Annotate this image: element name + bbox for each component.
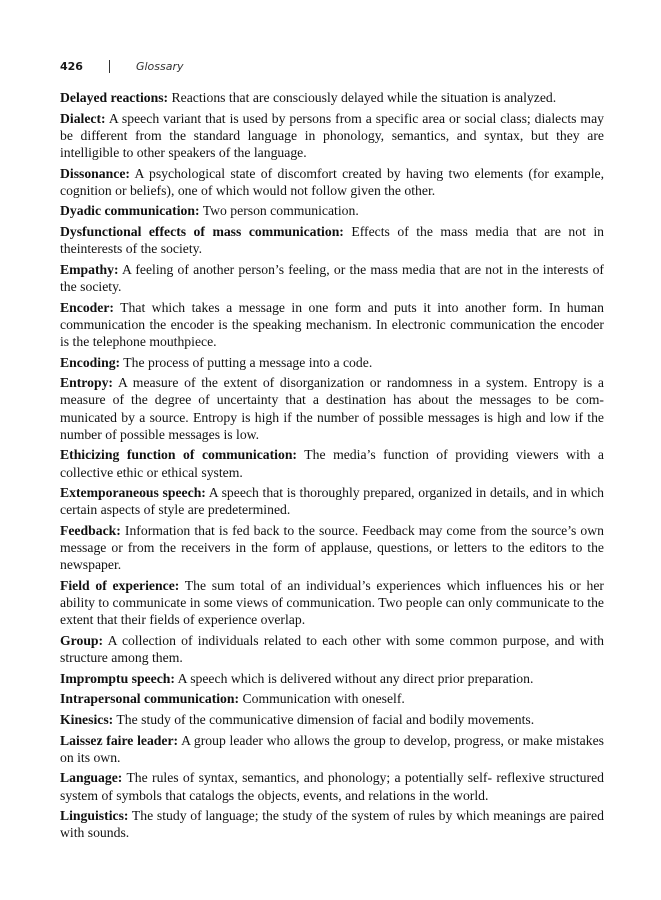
- glossary-term: Language:: [60, 770, 123, 786]
- glossary-definition: Two person communication.: [202, 203, 359, 219]
- glossary-list: [60, 89, 604, 845]
- glossary-term: Field of experience:: [60, 577, 180, 593]
- glossary-term: Impromptu speech:: [60, 670, 175, 686]
- glossary-term: Delayed reactions:: [60, 90, 169, 105]
- glossary-entry: [60, 374, 604, 443]
- glossary-definition: The rules of syntax, semantics, and phonology; a potentially self- reflexive structured system of symbols that catalogs the objects, events, and relations in the world.: [60, 770, 604, 803]
- glossary-entry: [60, 484, 604, 518]
- glossary-entry: [60, 446, 604, 480]
- glossary-term: Dialect:: [60, 110, 106, 126]
- glossary-definition: The study of language; the study of the system of rules by which meanings are paired with sounds.: [60, 808, 604, 841]
- header-divider: [109, 60, 110, 73]
- page-number: 426: [60, 59, 83, 73]
- glossary-entry: [60, 670, 604, 687]
- glossary-term: Empathy:: [60, 261, 119, 277]
- glossary-definition: The process of putting a message into a code.: [123, 354, 373, 370]
- glossary-entry: [60, 732, 604, 766]
- glossary-entry: [60, 522, 604, 574]
- glossary-definition: A group leader who allows the group to develop, progress, or make mistakes on its own.: [60, 732, 605, 765]
- glossary-definition: A feeling of another person’s feeling, or the mass media that are not in the interests of the society.: [60, 261, 604, 294]
- glossary-definition: A speech that is thoroughly prepared, organized in details, and in which certain aspects of style are predetermined.: [60, 485, 604, 518]
- glossary-term: Encoder:: [60, 299, 114, 315]
- glossary-term: Laissez faire leader:: [60, 732, 179, 748]
- glossary-term: Kinesics:: [60, 711, 114, 727]
- glossary-entry: [60, 769, 604, 803]
- glossary-definition: A measure of the extent of disorganization or randomness in a system. Entropy is a measure of the degree of uncertainty that a destination has about the messages to be com-municated by a source. Entropy is high if the number of possible messages is high and low if the number of possible messages is low.: [60, 375, 605, 442]
- glossary-entry: [60, 89, 604, 106]
- glossary-entry: [60, 632, 604, 666]
- glossary-term: Intrapersonal communication:: [60, 691, 240, 707]
- glossary-definition: Information that is fed back to the source. Feedback may come from the source’s own message or from the receivers in the form of applause, questions, or letters to the editors to the newspaper.: [60, 522, 604, 573]
- glossary-definition: A speech which is delivered without any direct prior preparation.: [177, 670, 534, 686]
- glossary-term: Dysfunctional effects of mass communication:: [60, 223, 344, 239]
- glossary-entry: [60, 690, 604, 707]
- glossary-definition: The sum total of an individual’s experiences which influences his or her ability to communicate in some views of communication. Two people can only communicate to the extent that their fields of experience overlap.: [60, 577, 604, 628]
- glossary-term: Dyadic communication:: [60, 203, 200, 219]
- glossary-term: Ethicizing function of communication:: [60, 447, 297, 463]
- section-title: Glossary: [135, 59, 184, 73]
- glossary-term: Entropy:: [60, 375, 113, 391]
- glossary-definition: Effects of the mass media that are not in theinterests of the society.: [60, 223, 605, 257]
- glossary-definition: The media’s function of providing viewers with a collective ethic or ethical system.: [60, 447, 604, 480]
- glossary-definition: A collection of individuals related to each other with some common purpose, and with structure among them.: [60, 632, 604, 666]
- glossary-entry: [60, 807, 604, 841]
- glossary-term: Group:: [60, 632, 104, 648]
- glossary-entry: [60, 202, 604, 219]
- running-header: [60, 56, 184, 76]
- glossary-term: Feedback:: [60, 522, 121, 538]
- glossary-definition: Communication with oneself.: [242, 691, 405, 707]
- glossary-term: Encoding:: [60, 354, 121, 370]
- glossary-term: Linguistics:: [60, 808, 129, 824]
- glossary-definition: The study of the communicative dimension of facial and bodily movements.: [116, 711, 535, 727]
- glossary-entry: [60, 165, 604, 199]
- glossary-term: Dissonance:: [60, 165, 130, 181]
- glossary-entry: [60, 261, 604, 295]
- glossary-entry: [60, 577, 604, 629]
- glossary-definition: Reactions that are consciously delayed while the situation is analyzed.: [171, 90, 557, 105]
- glossary-definition: A speech variant that is used by persons from a specific area or social class; dialects may be different from the standard language in phonology, semantics, and syntax, but they are intelligible to other speakers of the language.: [60, 110, 604, 160]
- glossary-entry: [60, 711, 604, 728]
- glossary-term: Extemporaneous speech:: [60, 485, 206, 501]
- glossary-definition: That which takes a message in one form and puts it into another form. In human communication the encoder is the speaking mechanism. In electronic communication the encoder is the telephone mouthpiece.: [60, 299, 604, 349]
- glossary-entry: [60, 110, 604, 162]
- glossary-entry: [60, 223, 604, 257]
- glossary-definition: A psychological state of discomfort created by having two elements (for example, cognition or beliefs), one of which would not follow given the other.: [60, 165, 604, 198]
- glossary-entry: [60, 354, 604, 371]
- glossary-entry: [60, 299, 604, 351]
